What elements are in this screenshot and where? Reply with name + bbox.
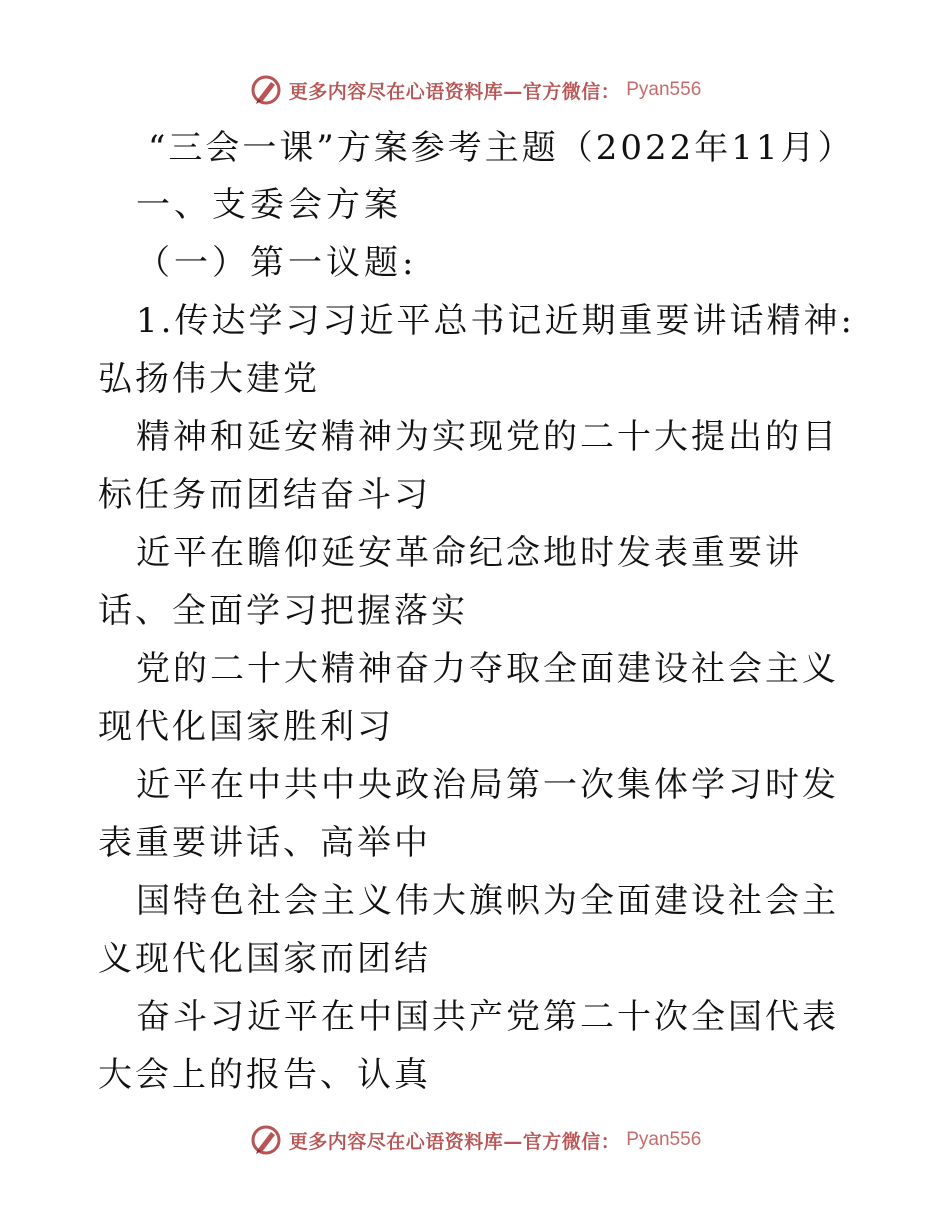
watermark-text: 更多内容尽在心语资料库—官方微信：	[288, 1130, 621, 1153]
body-paragraph: 精神和延安精神为实现党的二十大提出的目标任务而团结奋斗习	[98, 417, 839, 515]
document-body	[98, 120, 858, 1104]
subsection-heading: （一）第一议题:	[136, 243, 418, 283]
section-heading: 一、支委会方案	[136, 185, 402, 225]
pen-logo-icon	[249, 1123, 283, 1157]
body-paragraph: 党的二十大精神奋力夺取全面建设社会主义现代化国家胜利习	[98, 649, 839, 747]
watermark-wechat-id: Pyan556	[626, 79, 702, 100]
pen-logo-icon	[249, 73, 283, 107]
body-paragraph: 1.传达学习习近平总书记近期重要讲话精神: 弘扬伟大建党	[98, 301, 855, 399]
document-title: “三会一课”方案参考主题（2022年11月）	[148, 128, 855, 168]
footer-watermark	[0, 1120, 950, 1160]
watermark-wechat-id: Pyan556	[626, 1129, 702, 1150]
body-paragraph: 奋斗习近平在中国共产党第二十次全国代表大会上的报告、认真	[98, 997, 839, 1095]
body-paragraph: 国特色社会主义伟大旗帜为全面建设社会主义现代化国家而团结	[98, 881, 839, 979]
watermark-text: 更多内容尽在心语资料库—官方微信：	[288, 80, 621, 103]
header-watermark	[0, 70, 950, 110]
body-paragraph: 近平在中共中央政治局第一次集体学习时发表重要讲话、高举中	[98, 765, 839, 863]
body-paragraph: 近平在瞻仰延安革命纪念地时发表重要讲话、全面学习把握落实	[98, 533, 802, 631]
